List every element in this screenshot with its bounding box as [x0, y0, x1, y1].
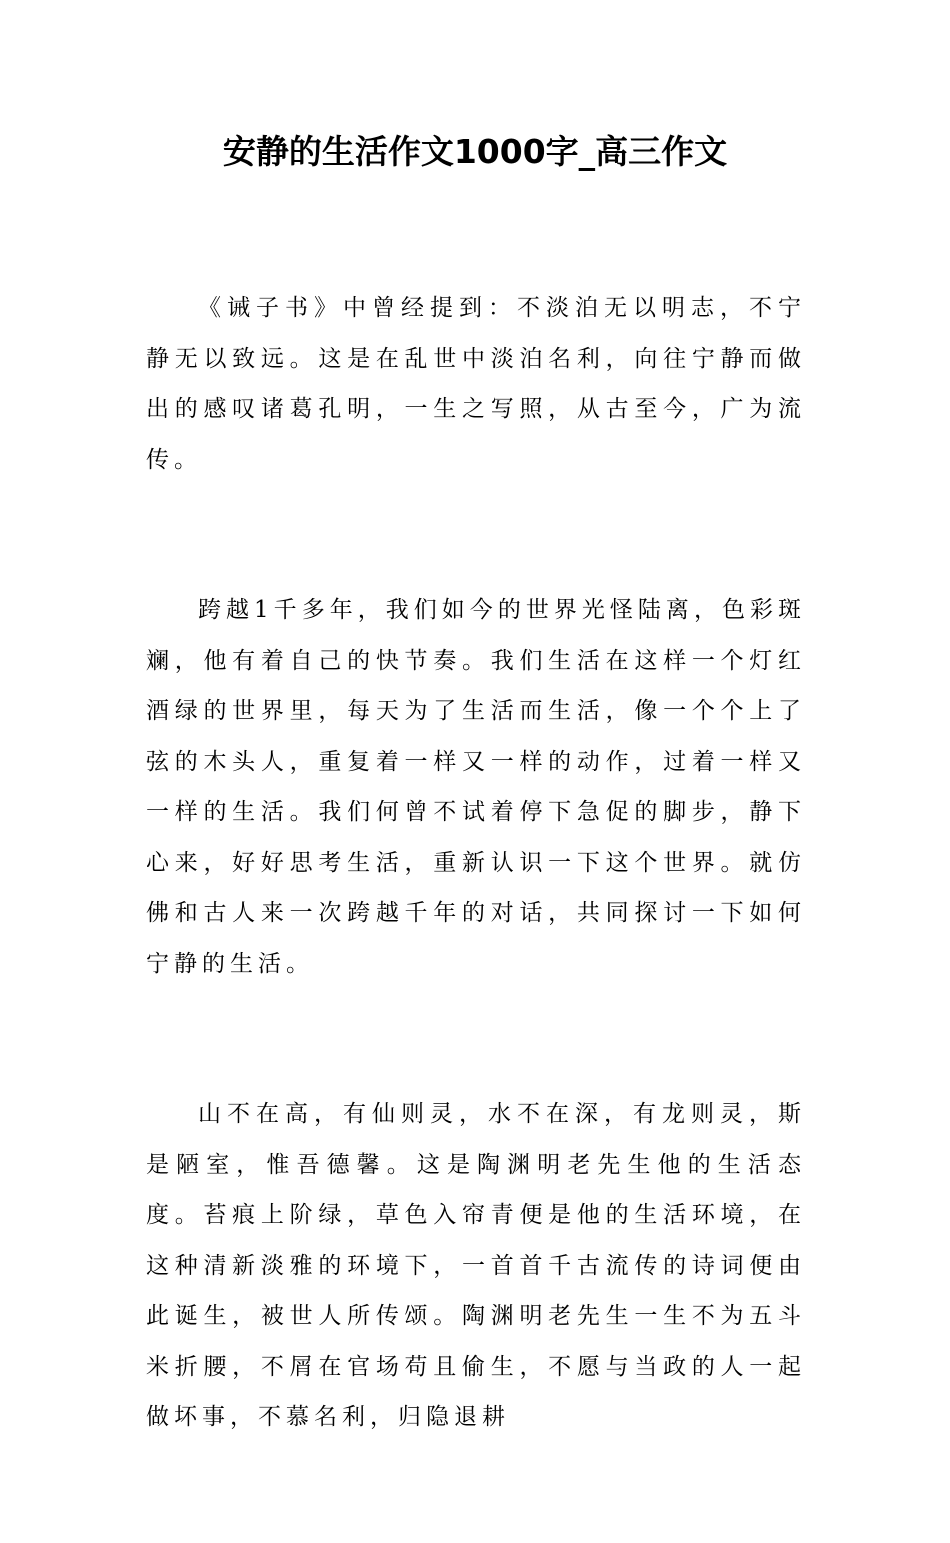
document-title: 安静的生活作文1000字_高三作文 [222, 132, 728, 171]
paragraph-3: 山不在高，有仙则灵，水不在深，有龙则灵，斯是陋室，惟吾德馨。这是陶渊明老先生他的生活态度。苔痕上阶绿，草色入帘青便是他的生活环境，在这种清新淡雅的环境下，一首首千古流传的诗词便由此诞生，被世人所传颂。陶渊明老先生一生不为五斗米折腰，不屑在官场苟且偷生，不愿与当政的人一起做坏事，不慕名利，归隐退耕 [146, 1101, 806, 1430]
document-body [146, 283, 806, 1543]
paragraph-1: 《诫子书》中曾经提到：不淡泊无以明志，不宁静无以致远。这是在乱世中淡泊名利，向往宁静而做出的感叹诸葛孔明，一生之写照，从古至今，广为流传。 [146, 295, 806, 473]
paragraph-2: 跨越1千多年，我们如今的世界光怪陆离，色彩斑斓，他有着自己的快节奏。我们生活在这样一个灯红酒绿的世界里，每天为了生活而生活，像一个个上了弦的木头人，重复着一样又一样的动作，过着一样又一样的生活。我们何曾不试着停下急促的脚步，静下心来，好好思考生活，重新认识一下这个世界。就仿佛和古人来一次跨越千年的对话，共同探讨一下如何宁静的生活。 [146, 597, 806, 977]
